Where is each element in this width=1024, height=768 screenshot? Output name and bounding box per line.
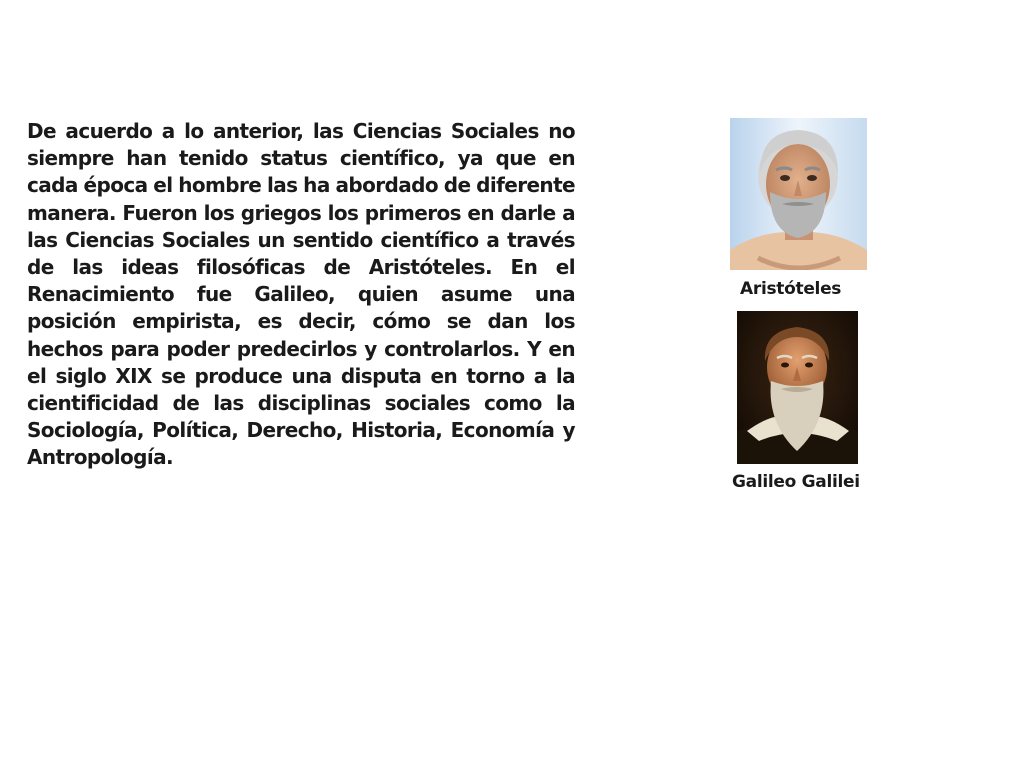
galileo-caption: Galileo Galilei xyxy=(732,472,860,492)
galileo-portrait-image xyxy=(737,311,858,464)
body-paragraph: De acuerdo a lo anterior, las Ciencias Sociales no siempre han tenido status científico, ya que en cada época el hombre las ha abordado de diferente manera. Fueron los griegos los primeros en darle a las Ciencias Sociales un sentido científico a través de las ideas filosóficas de Aristóteles. En el Renacimiento fue Galileo, quien asume una posición empirista, es decir, cómo se dan los hechos para poder predecirlos y controlarlos. Y en el siglo XIX se produce una disputa en torno a la cientificidad de las disciplinas sociales como la Sociología, Política, Derecho, Historia, Economía y Antropología. xyxy=(27,119,575,470)
aristotle-portrait-image xyxy=(730,118,867,270)
aristotle-caption: Aristóteles xyxy=(740,279,842,299)
